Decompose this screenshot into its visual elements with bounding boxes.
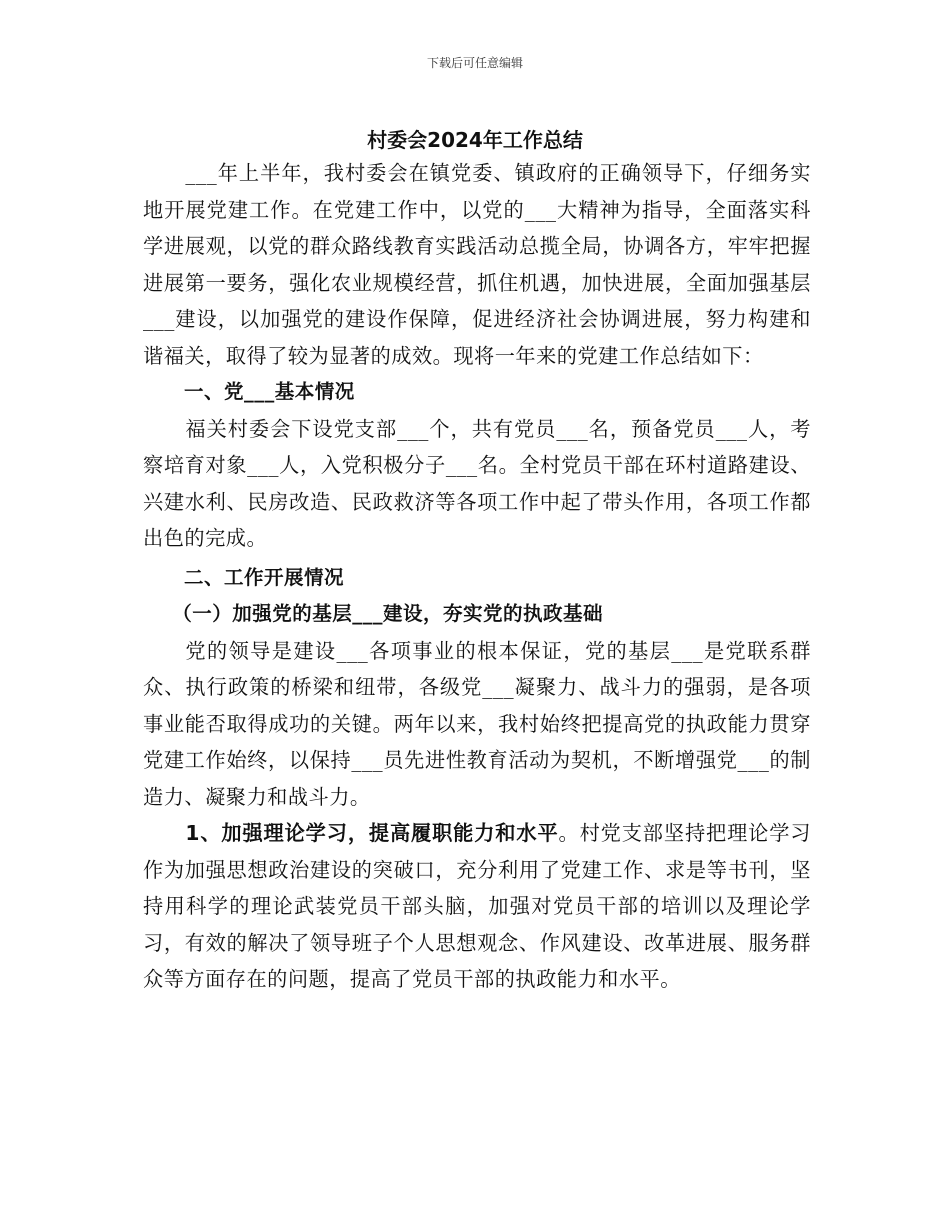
item1-lead: 1、加强理论学习，提高履职能力和水平 <box>185 821 559 845</box>
page-header-note: 下载后可任意编辑 <box>426 56 523 70</box>
section1-paragraph: 福关村委会下设党支部___个，共有党员___名，预备党员___人，考察培育对象___人，入党积极分子___名。全村党员干部在环村道路建设、兴建水利、民房改造、民政救济等各项工作中起了带头作用，各项工作都出色的完成。 <box>143 416 811 550</box>
document-title: 村委会2024年工作总结 <box>367 128 583 152</box>
subsection1-heading: （一）加强党的基层___建设，夯实党的执政基础 <box>172 602 604 625</box>
section1-heading: 一、党___基本情况 <box>183 380 355 403</box>
section2-heading: 二、工作开展情况 <box>183 565 344 589</box>
item1-body: 。村党支部坚持把理论学习作为加强思想政治建设的突破口，充分利用了党建工作、求是等书刊，坚持用科学的理论武装党员干部头脑，加强对党员干部的培训以及理论学习，有效的解决了领导班子个人思想观念、作风建设、改革进展、服务群众等方面存在的问题，提高了党员干部的执政能力和水平。 <box>143 821 811 991</box>
document-body <box>143 155 811 998</box>
subsection1-paragraph: 党的领导是建设___各项事业的根本保证，党的基层___是党联系群众、执行政策的桥梁和纽带，各级党___凝聚力、战斗力的强弱，是各项事业能否取得成功的关键。两年以来，我村始终把提高党的执政能力贯穿党建工作始终，以保持___员先进性教育活动为契机，不断增强党___的制造力、凝聚力和战斗力。 <box>143 638 811 809</box>
intro-paragraph: ___年上半年，我村委会在镇党委、镇政府的正确领导下，仔细务实地开展党建工作。在党建工作中，以党的___大精神为指导，全面落实科学进展观，以党的群众路线教育实践活动总揽全局，协调各方，牢牢把握进展第一要务，强化农业规模经营，抓住机遇，加快进展，全面加强基层___建设，以加强党的建设作保障，促进经济社会协调进展，努力构建和谐福关，取得了较为显著的成效。现将一年来的党建工作总结如下： <box>143 161 811 368</box>
item1-paragraph <box>143 815 811 998</box>
